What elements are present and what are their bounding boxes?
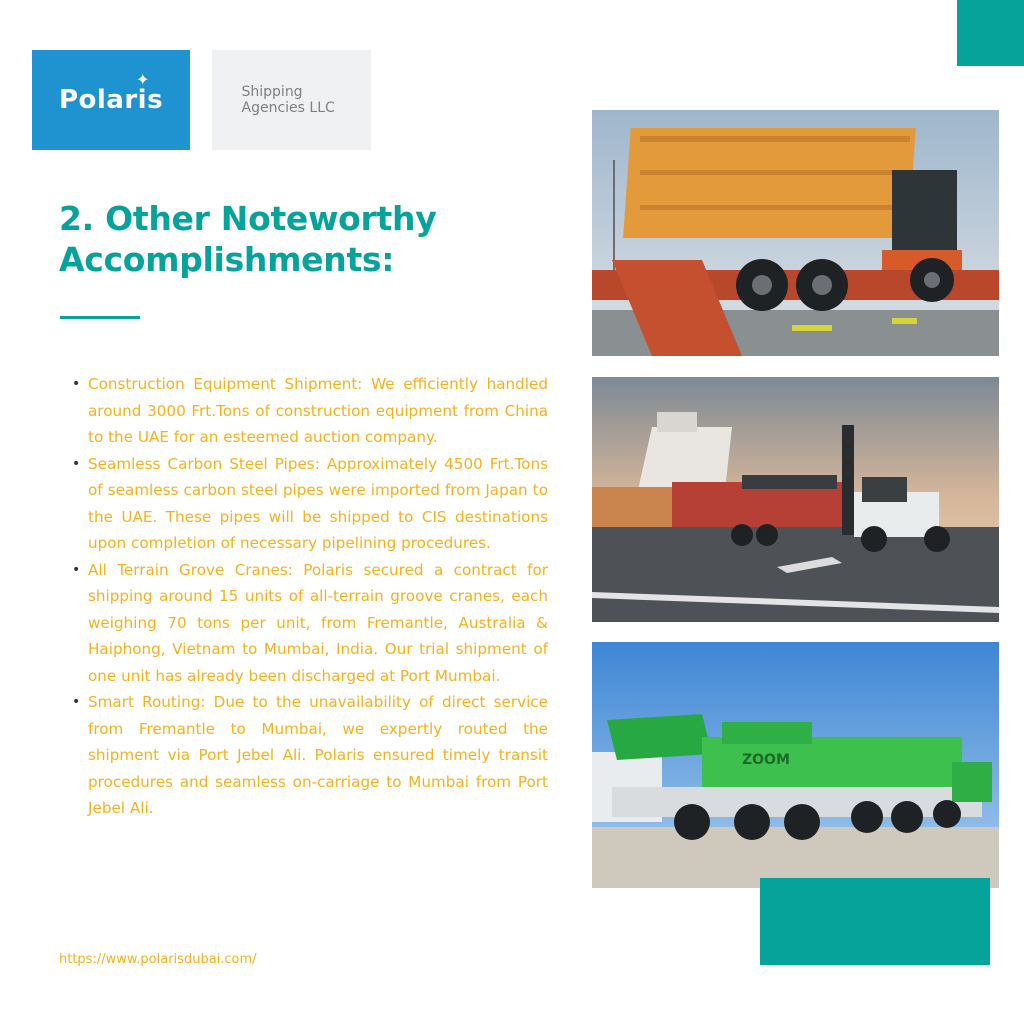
list-item [72,689,548,822]
shipping-agencies-logo [212,50,371,150]
bullet-icon: • [72,455,81,472]
website-link[interactable]: https://www.polarisdubai.com/ [59,952,257,967]
list-item [72,557,548,690]
port-forklift-photo [592,377,999,622]
star-icon: ✦ [136,70,150,89]
bullet-text: Smart Routing: Due to the unavailability of direct service from Fremantle to Mumbai, we expertly routed the shipment via Port Jebel Ali. Polaris ensured timely transit procedures and seamless on-carriage to Mumbai from Port Jebel Ali. [88,693,548,817]
title-line-2: Accomplishments: [59,240,395,279]
green-crane-photo [592,642,999,888]
bullet-text: Construction Equipment Shipment: We efficiently handled around 3000 Frt.Tons of construction equipment from China to the UAE for an esteemed auction company. [88,375,548,446]
list-item [72,371,548,451]
teal-accent-top [957,0,1024,66]
logo-text: Polaris [58,85,164,115]
bullet-text: All Terrain Grove Cranes: Polaris secured a contract for shipping around 15 units of all-terrain groove cranes, each weighing 70 tons per unit, from Fremantle, Australia & Haiphong, Vietnam to Mumbai, India. Our trial shipment of one unit has already been discharged at Port Mumbai. [88,560,548,685]
page-title [59,198,539,280]
bullet-icon: • [72,694,81,710]
bullet-icon: • [72,561,81,578]
bullet-text: Seamless Carbon Steel Pipes: Approximately 4500 Frt.Tons of seamless carbon steel pipes were imported from Japan to the UAE. These pipes will be shipped to CIS destinations upon completion of necessary pipelining procedures. [88,454,548,552]
list-item [72,451,548,557]
title-line-1: 2. Other Noteworthy [59,199,437,238]
title-divider [60,316,140,319]
agency-line-1: Shipping [241,84,303,100]
polaris-logo [32,50,190,150]
crane-brand-text: ZOOM [742,752,790,768]
agency-line-2: Agencies LLC [241,100,335,116]
dump-truck-photo [592,110,999,356]
teal-accent-bottom [760,878,990,965]
accomplishments-list [72,371,548,822]
bullet-icon: • [72,376,81,392]
